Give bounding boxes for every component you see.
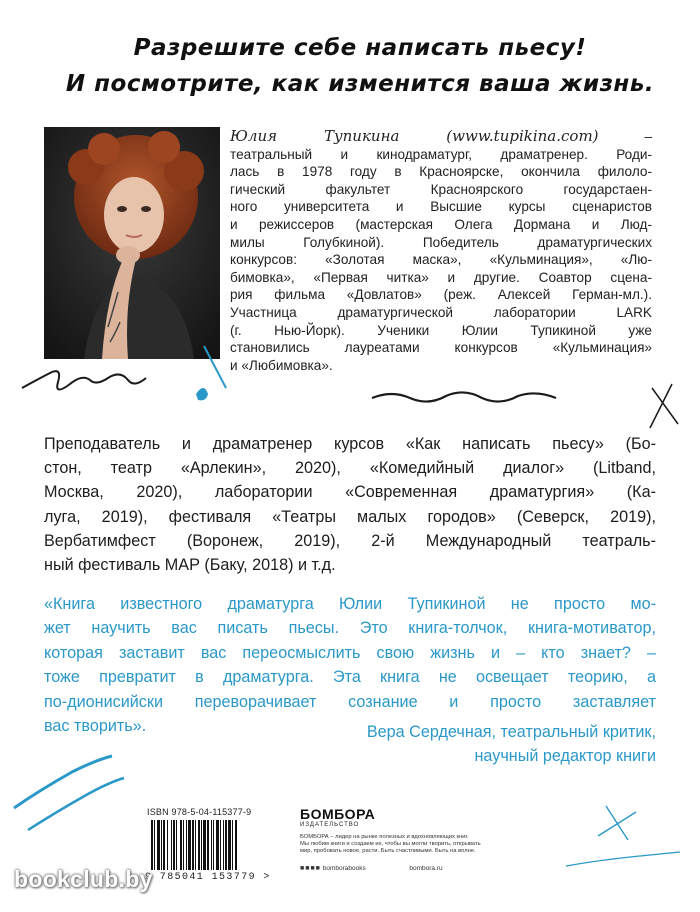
social-handle[interactable]: bomborabooks	[322, 865, 366, 872]
doodle-brush-1	[14, 756, 112, 808]
barcode-bar	[207, 820, 209, 870]
barcode-bar	[161, 820, 162, 870]
teaching-line: луга, 2019), фестиваля «Театры малых городов» (Северск, 2019),	[44, 507, 656, 526]
barcode-bar	[223, 820, 224, 870]
quote-line: вас творить».	[44, 717, 147, 736]
doodle-blue-drop	[196, 388, 208, 400]
bio-line: Участница драматургической лаборатории LARK	[230, 304, 652, 320]
publisher-logo: БОМБОРА	[300, 806, 376, 822]
doodle-blue-line	[566, 852, 680, 866]
watermark: bookclub.by	[14, 866, 153, 892]
publisher-block	[300, 806, 520, 872]
barcode-bar	[225, 820, 227, 870]
barcode-bar	[151, 820, 153, 870]
barcode-bar	[173, 820, 175, 870]
bio-dash: –	[598, 129, 652, 144]
teaching-line: Москва, 2020), лаборатории «Современная драматургия» (Ка-	[44, 483, 656, 502]
teaching-line: Преподаватель и драматренер курсов «Как написать пьесу» (Бо-	[44, 435, 656, 453]
barcode-bar	[192, 820, 194, 870]
barcode	[151, 820, 267, 874]
isbn-label: ISBN 978-5-04-115377-9	[147, 807, 252, 817]
barcode-bar	[228, 820, 231, 870]
doodle-loop-left	[22, 371, 146, 389]
attribution-line-1: Вера Сердечная, театральный критик,	[366, 723, 656, 741]
bio-line: (г. Нью-Йорк). Ученики Юлии Тупикиной уже	[230, 322, 652, 338]
bio-line: милы Голубкиной). Победитель драматургических	[230, 234, 652, 250]
barcode-bar	[157, 820, 160, 870]
doodle-wave-right	[372, 392, 556, 401]
barcode-bar	[188, 820, 191, 870]
barcode-bar	[183, 820, 184, 870]
quote-line: по-дионисийски переворачивает сознание и просто заставляет	[44, 692, 656, 711]
quote-line: жет научить вас писать пьесы. Это книга-толчок, книга-мотиватор,	[44, 619, 656, 638]
bio-line: бимовка», «Первая читка» и другие. Соавтор сцена-	[230, 269, 652, 285]
bio-line: конкурсов: «Золотая маска», «Кульминация», «Лю-	[230, 252, 652, 268]
social-icons: ■■■■	[300, 865, 321, 872]
quote-line: которая заставит вас переосмыслить свою жизнь и – кто знает? –	[44, 643, 656, 662]
teaching-line: Вербатимфест (Воронеж, 2019), 2-й Международный театраль-	[44, 531, 656, 550]
bio-line: лась в 1978 году в Красноярске, окончила филоло-	[230, 164, 652, 180]
doodle-cross	[650, 384, 678, 428]
bio-line: и «Любимовка».	[230, 357, 333, 373]
bio-line: рия фильма «Довлатов» (реж. Алексей Герман-мл.).	[230, 287, 652, 303]
barcode-bar	[216, 820, 219, 870]
publisher-desc-2: Мы любим книги и создаем их, чтобы вы могли творить, открывать	[300, 841, 481, 847]
publisher-site-link[interactable]: bombora.ru	[409, 865, 443, 872]
bio-line: и режиссеров (мастерская Олега Дормана и Люд-	[230, 216, 652, 232]
barcode-bar	[201, 820, 202, 870]
teaching-paragraph	[44, 432, 656, 577]
quote-attribution	[236, 720, 656, 769]
barcode-bar	[171, 820, 172, 870]
teaching-line: стон, театр «Арлекин», 2020), «Комедийный диалог» (Litband,	[44, 459, 656, 478]
barcode-bar	[186, 820, 187, 870]
barcode-bar	[195, 820, 196, 870]
barcode-bar	[176, 820, 177, 870]
barcode-bar	[213, 820, 214, 870]
barcode-bar	[198, 820, 200, 870]
quote-line: тоже превратит в драматурга. Эта книга не освещает теорию, а	[44, 668, 656, 687]
bio-line: театральный и кинодраматург, драматренер. Роди-	[230, 146, 652, 162]
barcode-bar	[180, 820, 182, 870]
publisher-desc-1: БОМБОРА – лидер на рынке полезных и вдохновляющих книг.	[300, 834, 469, 840]
doodle-blue-x	[598, 806, 636, 840]
doodle-brush-2	[28, 778, 124, 830]
bio-line: становились лауреатами конкурсов «Кульминация»	[230, 340, 652, 356]
isbn-barcode-block	[145, 806, 270, 886]
author-name: Юлия Тупикина (www.tupikina.com)	[230, 127, 599, 145]
barcode-bar	[211, 820, 212, 870]
attribution-line-2: научный редактор книги	[474, 747, 656, 766]
publisher-desc-3: мир, пробовать новое, расти. Быть счастливыми. Быть на волне.	[300, 848, 476, 854]
barcode-bar	[220, 820, 221, 870]
barcode-bar	[154, 820, 155, 870]
quote-line: «Книга известного драматурга Юлии Тупикиной не просто мо-	[44, 595, 656, 613]
barcode-bar	[203, 820, 206, 870]
publisher-social	[300, 865, 520, 872]
publisher-subtitle: ИЗДАТЕЛЬСТВО	[300, 822, 360, 828]
barcode-bar	[232, 820, 233, 870]
barcode-digits: 9 785041 153779 >	[145, 872, 271, 883]
doodle-blue-slash	[204, 346, 226, 388]
barcode-bar	[163, 820, 165, 870]
headline-line-1: Разрешите себе написать пьесу!	[133, 35, 587, 61]
bio-line: гический факультет Красноярского государстаен-	[230, 181, 652, 197]
bio-line: ного университета и Высшие курсы сценаристов	[230, 199, 652, 215]
barcode-bar	[235, 820, 237, 870]
review-quote	[44, 592, 656, 738]
headline-line-2: И посмотрите, как изменится ваша жизнь.	[65, 71, 655, 97]
teaching-line: ный фестиваль МАР (Баку, 2018) и т.д.	[44, 556, 336, 575]
barcode-bar	[167, 820, 168, 870]
